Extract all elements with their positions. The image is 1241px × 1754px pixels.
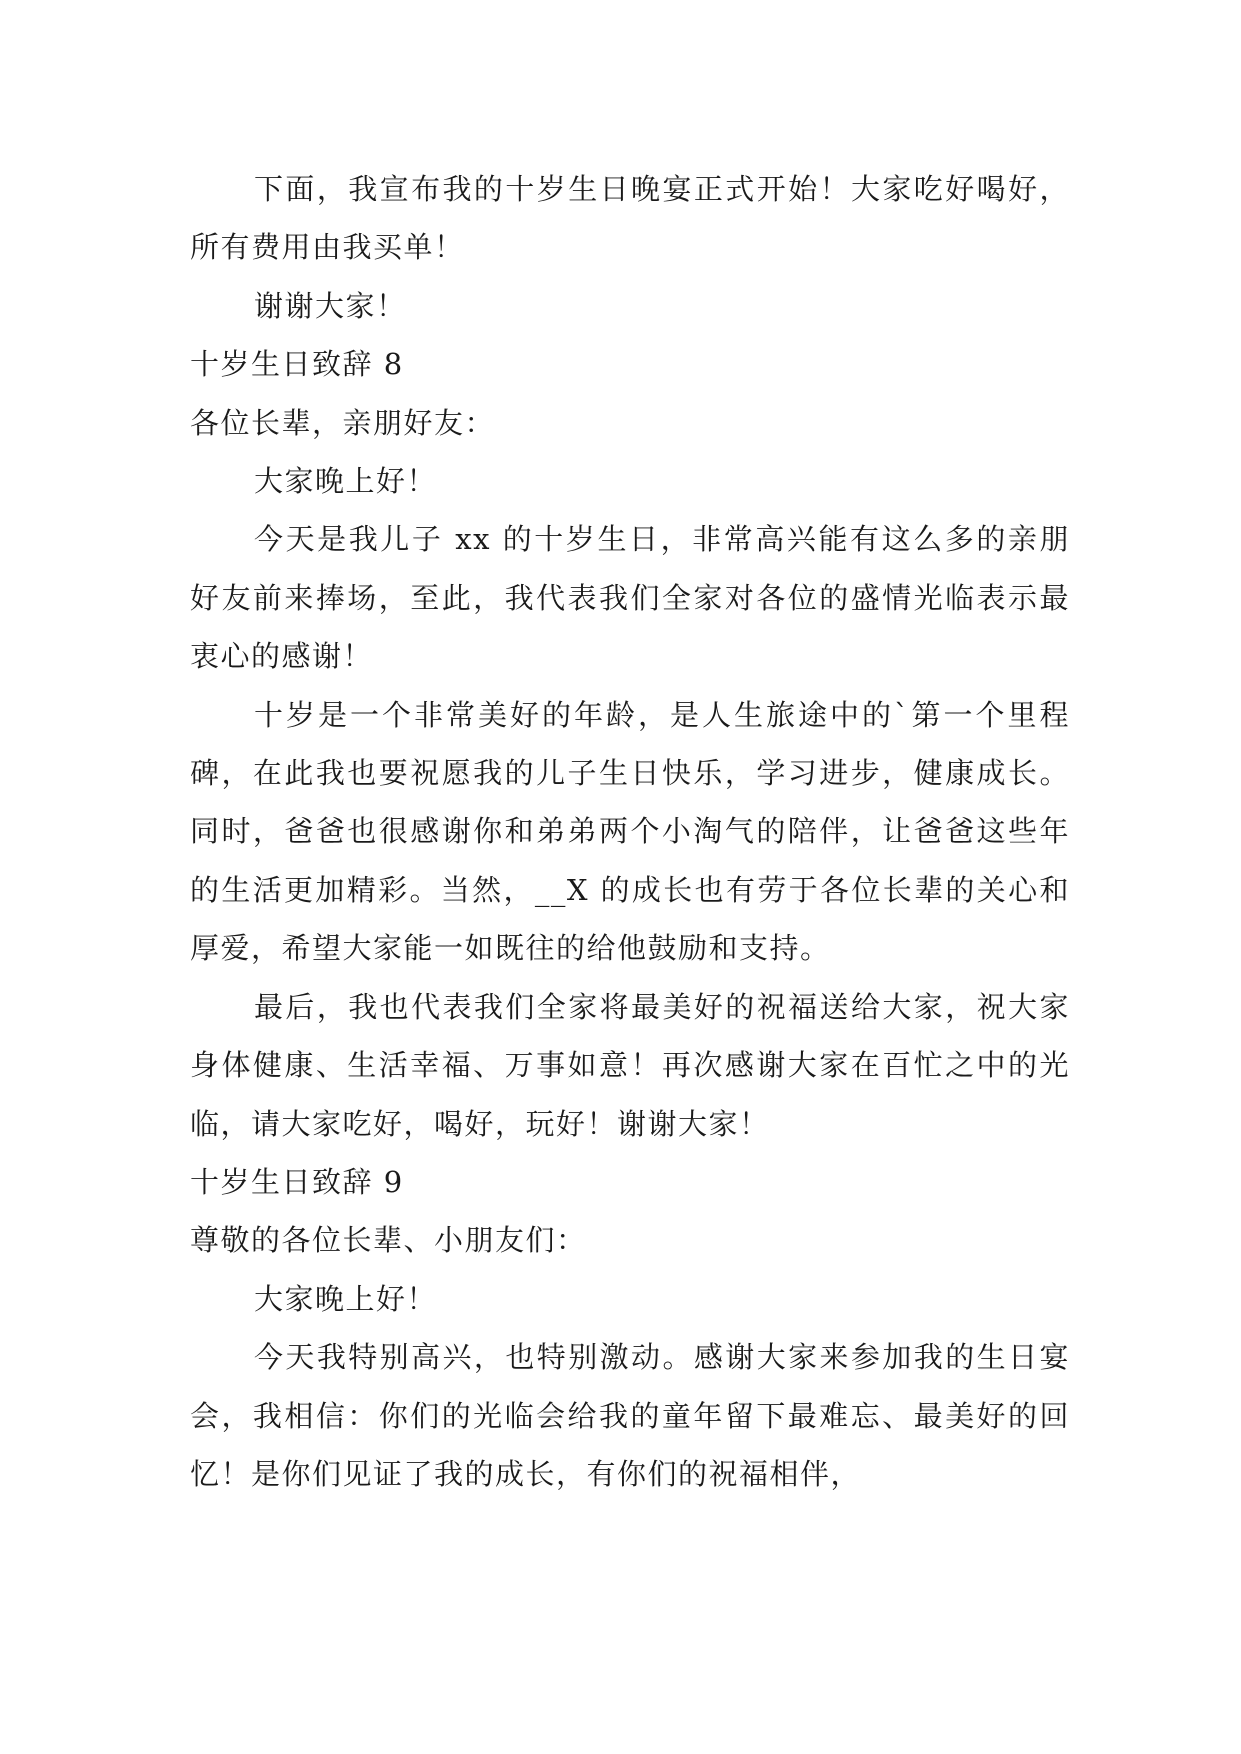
paragraph-thanks-9: 今天我特别高兴，也特别激动。感谢大家来参加我的生日宴会，我相信：你们的光临会给我的童年留下最难忘、最美好的回忆！是你们见证了我的成长，有你们的祝福相伴， (190, 1340, 1070, 1491)
salutation-9: 尊敬的各位长辈、小朋友们： (190, 1223, 587, 1258)
paragraph-greeting-8: 大家晚上好！ (254, 464, 438, 499)
paragraph-birthday-intro-8: 今天是我儿子 xx 的十岁生日，非常高兴能有这么多的亲朋好友前来捧场，至此，我代表我们全家对各位的盛情光临表示最衷心的感谢！ (190, 522, 1070, 674)
salutation-8: 各位长辈，亲朋好友： (190, 405, 496, 440)
paragraph-milestone-8: 十岁是一个非常美好的年龄，是人生旅途中的`第一个里程碑，在此我也要祝愿我的儿子生日快乐，学习进步，健康成长。同时，爸爸也很感谢你和弟弟两个小淘气的陪伴，让爸爸这些年的生活更加精彩。当然，__X 的成长也有劳于各位长辈的关心和厚爱，希望大家能一如既往的给他鼓励和支持。 (190, 697, 1070, 966)
paragraph-thanks: 谢谢大家！ (254, 288, 407, 323)
paragraph-opening-announcement: 下面，我宣布我的十岁生日晚宴正式开始！大家吃好喝好，所有费用由我买单！ (190, 172, 1070, 265)
document-body (190, 160, 1070, 1503)
paragraph-greeting-9: 大家晚上好！ (254, 1281, 438, 1316)
section-heading-9: 十岁生日致辞 9 (190, 1164, 404, 1199)
paragraph-closing-8: 最后，我也代表我们全家将最美好的祝福送给大家，祝大家身体健康、生活幸福、万事如意！再次感谢大家在百忙之中的光临，请大家吃好，喝好，玩好！谢谢大家！ (190, 989, 1070, 1141)
section-heading-8: 十岁生日致辞 8 (190, 347, 404, 382)
